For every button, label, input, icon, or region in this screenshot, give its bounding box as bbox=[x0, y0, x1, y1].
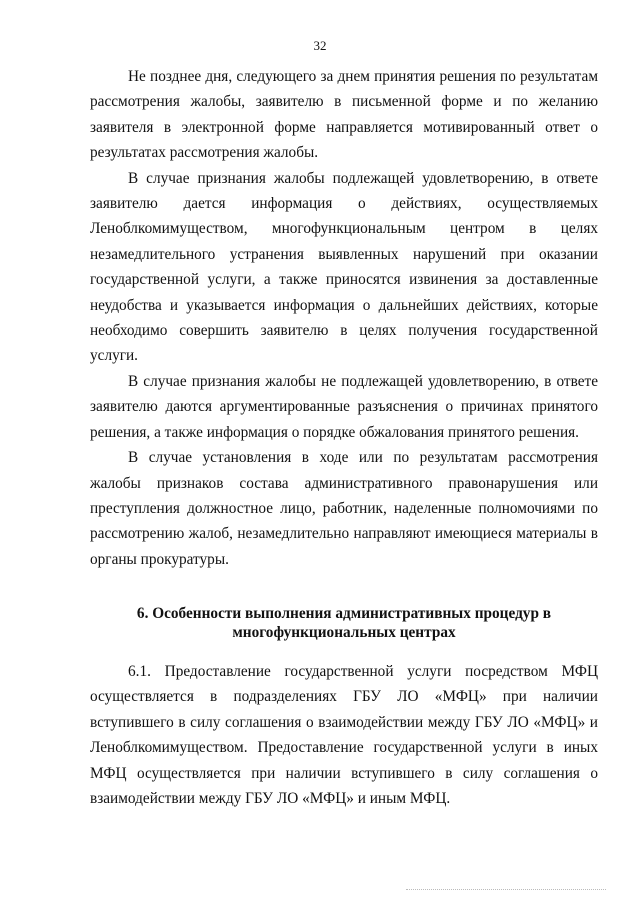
section-heading-line-2: многофункциональных центрах bbox=[232, 624, 456, 641]
paragraph: В случае установления в ходе или по результатам рассмотрения жалобы признаков состава административного правонарушения или преступления должностное лицо, работник, наделенные полномочиями по рассмотрению жалоб, незамедлительно направляют имеющиеся материалы в органы прокуратуры. bbox=[90, 449, 598, 568]
paragraph: Не позднее дня, следующего за днем принятия решения по результатам рассмотрения жалобы, заявителю в письменной форме и по желанию заявителя в электронной форме направляется мотивированный ответ о результатах рассмотрения жалобы. bbox=[90, 68, 598, 162]
paragraph: 6.1. Предоставление государственной услуги посредством МФЦ осуществляется в подразделениях ГБУ ЛО «МФЦ» при наличии вступившего в силу соглашения о взаимодействии между ГБУ ЛО «МФЦ» и Леноблкомимуществом. Предоставление государственной услуги в иных МФЦ осуществляется при наличии вступившего в силу соглашения о взаимодействии между ГБУ ЛО «МФЦ» и иным МФЦ. bbox=[90, 663, 598, 808]
section-heading bbox=[90, 604, 598, 642]
body-text-top bbox=[90, 64, 598, 572]
page-number: 32 bbox=[313, 38, 327, 53]
paragraph: В случае признания жалобы подлежащей удовлетворению, в ответе заявителю дается информация о действиях, осуществляемых Леноблкомимуществом, многофункциональным центром в целях незамедлительного устранения выявленных нарушений при оказании государственной услуги, а также приносятся извинения за доставленные неудобства и указывается информация о дальнейших действиях, которые необходимо совершить заявителю в целях получения государственной услуги. bbox=[90, 169, 598, 365]
section-heading-line-1: 6. Особенности выполнения административных процедур в bbox=[136, 605, 552, 622]
paragraph: В случае признания жалобы не подлежащей удовлетворению, в ответе заявителю даются аргументированные разъяснения о причинах принятого решения, а также информация о порядке обжалования принятого решения. bbox=[90, 372, 598, 441]
scan-artifact-divider bbox=[406, 889, 606, 892]
body-text-bottom bbox=[90, 659, 598, 811]
